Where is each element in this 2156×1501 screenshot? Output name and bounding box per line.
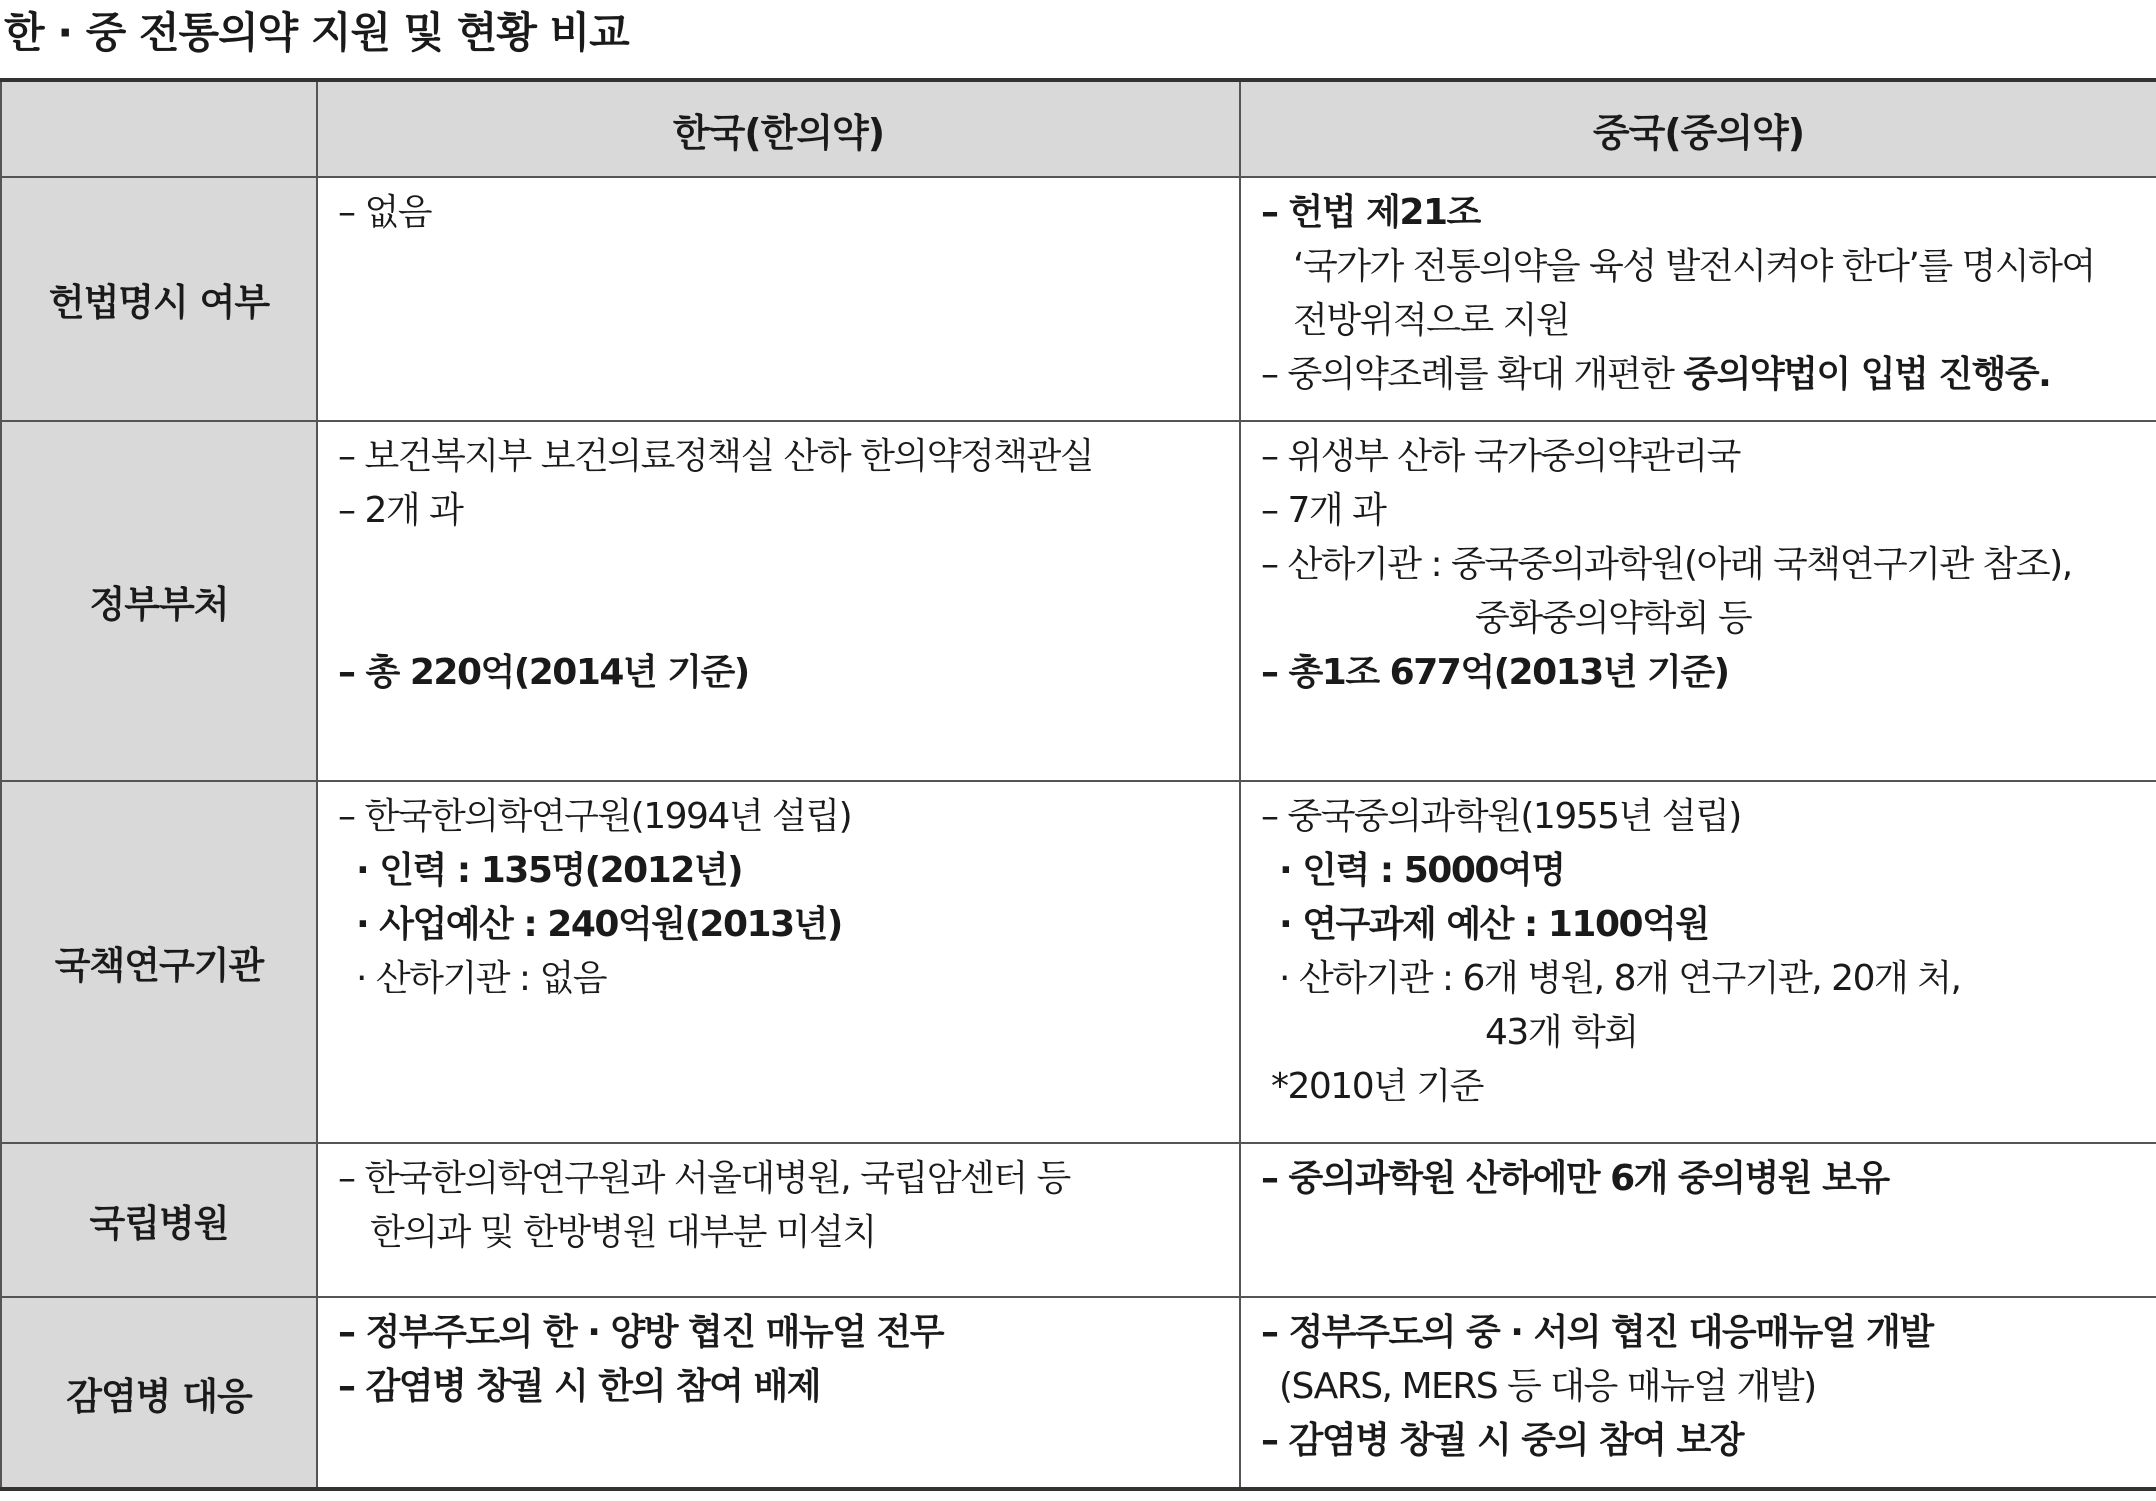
china-line: · 인력 : 5000여명	[1279, 850, 1565, 891]
table-row-research	[1, 781, 2156, 1143]
china-line: 중화중의약학회 등	[1475, 598, 1752, 639]
korea-line: – 없음	[338, 192, 431, 233]
row-label: 정부부처	[1, 421, 317, 781]
header-china: 중국(중의약)	[1240, 80, 2156, 177]
china-line: 43개 학회	[1485, 1012, 1638, 1053]
china-line	[1261, 348, 2142, 402]
china-cell	[1240, 1143, 2156, 1297]
korea-line: 한의과 및 한방병원 대부분 미설치	[370, 1212, 876, 1253]
china-line: (SARS, MERS 등 대응 매뉴얼 개발)	[1279, 1366, 1816, 1407]
china-line: · 산하기관 : 6개 병원, 8개 연구기관, 20개 처,	[1279, 958, 1961, 999]
china-text: – 중의약조례를 확대 개편한	[1261, 354, 1684, 395]
row-label: 헌법명시 여부	[1, 177, 317, 421]
table-row-hospital	[1, 1143, 2156, 1297]
korea-line: – 감염병 창궐 시 한의 참여 배제	[338, 1366, 821, 1407]
china-line: – 감염병 창궐 시 중의 참여 보장	[1261, 1420, 1744, 1461]
korea-cell	[317, 177, 1240, 421]
header-korea: 한국(한의약)	[317, 80, 1240, 177]
china-line: – 총1조 677억(2013년 기준)	[1261, 652, 1729, 693]
china-line: – 7개 과	[1261, 490, 1386, 531]
header-row	[1, 80, 2156, 177]
korea-cell	[317, 421, 1240, 781]
table-row-ministry	[1, 421, 2156, 781]
korea-line: – 한국한의학연구원과 서울대병원, 국립암센터 등	[338, 1158, 1070, 1199]
china-cell	[1240, 781, 2156, 1143]
spacer	[338, 538, 1225, 592]
china-cell	[1240, 1297, 2156, 1489]
table-row-constitution	[1, 177, 2156, 421]
spacer	[338, 592, 1225, 646]
korea-line: · 산하기관 : 없음	[356, 958, 607, 999]
korea-cell	[317, 1143, 1240, 1297]
china-cell	[1240, 421, 2156, 781]
row-label: 국립병원	[1, 1143, 317, 1297]
header-blank	[1, 80, 317, 177]
china-note: *2010년 기준	[1271, 1066, 1483, 1107]
china-text-bold: 중의약법이 입법 진행중.	[1683, 354, 2051, 395]
korea-cell	[317, 781, 1240, 1143]
korea-line: · 사업예산 : 240억원(2013년)	[356, 904, 842, 945]
china-line: 전방위적으로 지원	[1293, 300, 1570, 341]
korea-line: – 2개 과	[338, 490, 463, 531]
china-line: – 헌법 제21조	[1261, 192, 1480, 233]
korea-line: – 보건복지부 보건의료정책실 산하 한의약정책관실	[338, 436, 1094, 477]
row-label: 감염병 대응	[1, 1297, 317, 1489]
comparison-table	[0, 78, 2156, 1491]
table-row-infection	[1, 1297, 2156, 1489]
china-line: · 연구과제 예산 : 1100억원	[1279, 904, 1709, 945]
row-label: 국책연구기관	[1, 781, 317, 1143]
china-line: – 위생부 산하 국가중의약관리국	[1261, 436, 1740, 477]
korea-line: · 인력 : 135명(2012년)	[356, 850, 743, 891]
korea-line: – 총 220억(2014년 기준)	[338, 652, 749, 693]
korea-line: – 정부주도의 한 · 양방 협진 매뉴얼 전무	[338, 1312, 944, 1353]
korea-cell	[317, 1297, 1240, 1489]
china-line: ‘국가가 전통의약을 육성 발전시켜야 한다’를 명시하여	[1293, 246, 2095, 287]
china-line: – 산하기관 : 중국중의과학원(아래 국책연구기관 참조),	[1261, 544, 2072, 585]
china-cell	[1240, 177, 2156, 421]
korea-line: – 한국한의학연구원(1994년 설립)	[338, 796, 852, 837]
page-title: 한 · 중 전통의약 지원 및 현황 비교	[4, 8, 629, 57]
china-line: – 중국중의과학원(1955년 설립)	[1261, 796, 1741, 837]
china-line: – 중의과학원 산하에만 6개 중의병원 보유	[1261, 1158, 1889, 1199]
china-line: – 정부주도의 중 · 서의 협진 대응매뉴얼 개발	[1261, 1312, 1933, 1353]
